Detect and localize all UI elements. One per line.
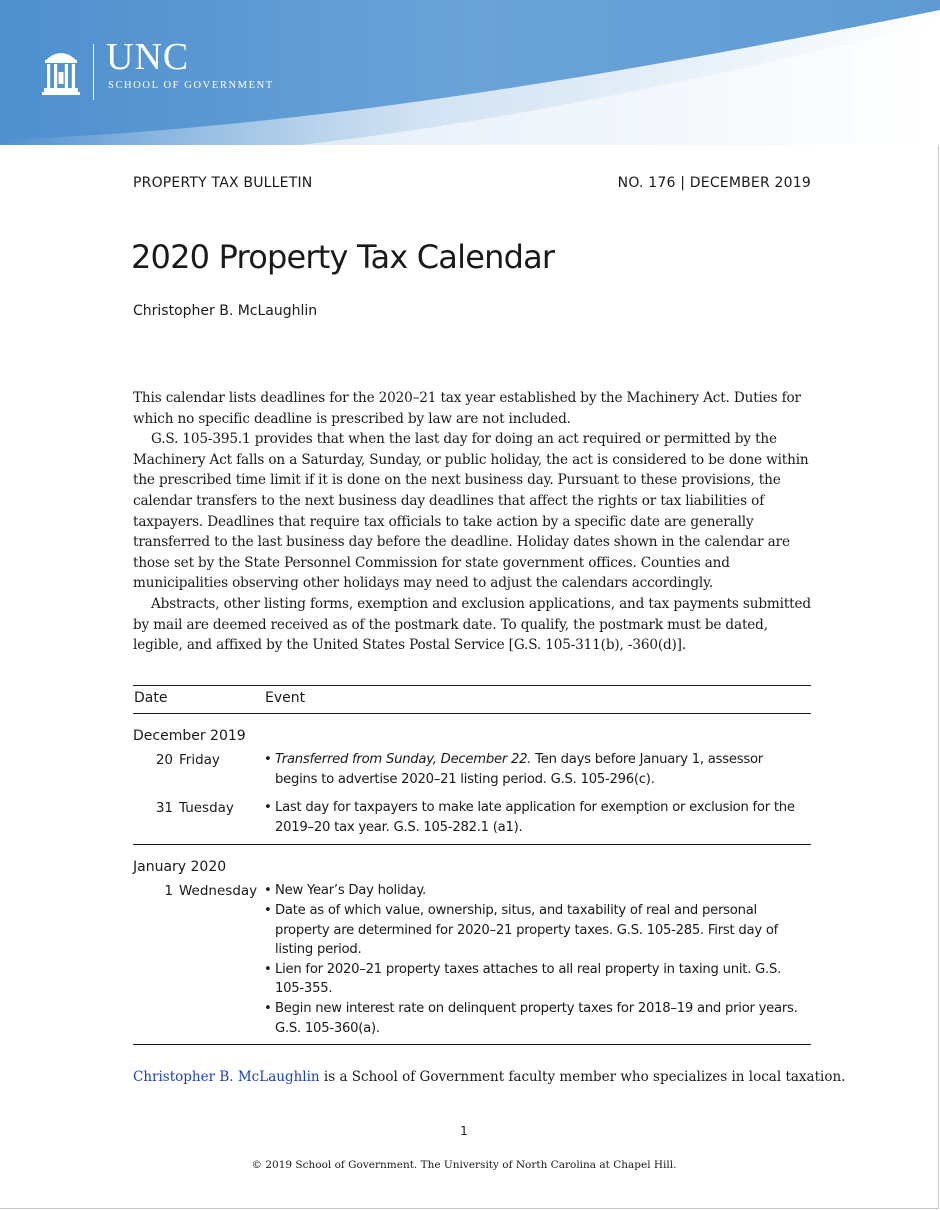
entry-weekday: Tuesday (179, 800, 234, 817)
entry-date (133, 750, 263, 789)
event-item (263, 901, 809, 960)
calendar-entry (133, 750, 811, 789)
event-item (263, 999, 809, 1038)
event-text: New Year’s Day holiday. (275, 883, 426, 899)
entry-day: 1 (164, 883, 173, 900)
old-well-icon (42, 46, 80, 96)
logo-subtitle: SCHOOL OF GOVERNMENT (108, 80, 274, 91)
page-number: 1 (460, 1124, 468, 1138)
footnote-text: is a School of Government faculty member who specializes in local taxation. (319, 1069, 846, 1085)
entry-date (133, 881, 263, 1038)
document-title: 2020 Property Tax Calendar (131, 238, 555, 276)
entry-weekday: Wednesday (179, 883, 258, 900)
author-footnote (133, 1069, 846, 1085)
entry-events (263, 798, 809, 837)
event-item (263, 750, 809, 789)
month-title: January 2020 (133, 859, 227, 876)
intro-paragraph: Abstracts, other listing forms, exemption and exclusion applications, and tax payments submitted by mail are deemed received as of the postmark date. To qualify, the postmark must be dated, legible, and affixed by the United States Postal Service [G.S. 105-311(b), -360(d)]. (133, 595, 811, 654)
calendar-header-row (133, 685, 811, 714)
calendar-entry (133, 798, 811, 844)
event-text: Ten days before January 1, assessor begins to advertise 2020–21 listing period. G.S. 105-296(c). (275, 752, 763, 787)
event-item (263, 881, 809, 901)
bulletin-meta (133, 175, 811, 195)
intro-paragraph: This calendar lists deadlines for the 2020–21 tax year established by the Machinery Act. Duties for which no specific deadline is prescribed by law are not included. (133, 390, 801, 427)
event-text: Last day for taxpayers to make late application for exemption or exclusion for the 2019–20 tax year. G.S. 105-282.1 (a1). (275, 800, 795, 835)
event-item (263, 960, 809, 999)
event-column-header: Event (265, 690, 306, 706)
event-italic-note: Transferred from Sunday, December 22. (275, 752, 532, 767)
date-column-header: Date (134, 690, 168, 706)
logo-unc-text: UNC (106, 36, 190, 78)
event-item (263, 798, 809, 837)
table-bottom-rule (133, 1044, 811, 1045)
event-text: Date as of which value, ownership, situs, and taxability of real and personal property are determined for 2020–21 property taxes. G.S. 105-285. First day of listing period. (275, 902, 779, 958)
author-link[interactable]: Christopher B. McLaughlin (133, 1069, 320, 1085)
month-section-december-2019 (133, 714, 811, 844)
entry-day: 31 (155, 800, 173, 817)
header-banner (0, 0, 940, 145)
logo-divider (93, 44, 94, 100)
issue-label: NO. 176 | DECEMBER 2019 (617, 175, 811, 191)
month-title: December 2019 (133, 728, 246, 744)
event-text: Begin new interest rate on delinquent property taxes for 2018–19 and prior years. G.S. 105-360(a). (275, 1000, 798, 1036)
entry-day: 20 (155, 752, 173, 768)
intro-section (133, 388, 813, 656)
calendar-entry (133, 881, 811, 1038)
intro-paragraph: G.S. 105-395.1 provides that when the last day for doing an act required or permitted by the Machinery Act falls on a Saturday, Sunday, or public holiday, the act is considered to be done within the prescribed time limit if it is done on the next business day. Pursuant to these provisions, the calendar transfers to the next business day deadlines that affect the rights or tax liabilities of taxpayers. Deadlines that require tax officials to take action by a specific date are generally transferred to the last business day before the deadline. Holiday dates shown in the calendar are those set by the State Personnel Commission for state government offices. Counties and municipalities observing other holidays may need to adjust the calendars accordingly. (133, 431, 809, 592)
event-text: Lien for 2020–21 property taxes attaches to all real property in taxing unit. G.S. 105-355. (275, 961, 782, 997)
copyright-notice: © 2019 School of Government. The University of North Carolina at Chapel Hill. (251, 1159, 677, 1171)
entry-events (263, 881, 809, 1038)
document-author: Christopher B. McLaughlin (133, 303, 318, 319)
entry-weekday: Friday (179, 752, 220, 768)
calendar-table (133, 685, 811, 1045)
entry-events (263, 750, 809, 789)
entry-date (133, 798, 263, 837)
series-label: PROPERTY TAX BULLETIN (133, 175, 313, 191)
month-section-january-2020 (133, 845, 811, 1044)
